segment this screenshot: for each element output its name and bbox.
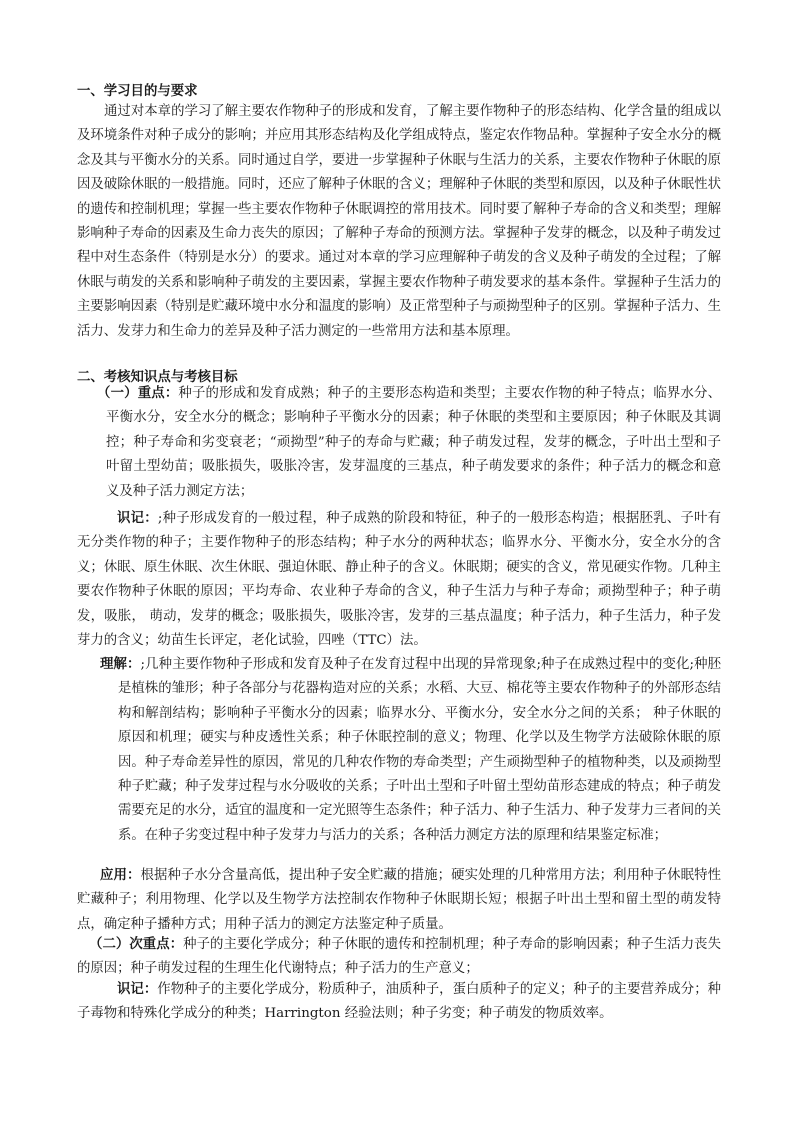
- secondary-points-label: （二）次重点：: [89, 937, 184, 952]
- apply-paragraph: [77, 864, 721, 937]
- memorize-text-2: 作物种子的主要化学成分，粉质种子，油质种子，蛋白质种子的定义；种子的主要营养成分；种子毒物和特殊化学成分的种类；Harrington 经验法则；种子劣变；种子萌发的物质效率。: [77, 982, 722, 1022]
- secondary-points-paragraph: [77, 933, 721, 982]
- memorize-label-2: 识记：: [117, 982, 158, 997]
- understand-paragraph: [100, 653, 722, 848]
- section-1-body: 通过对本章的学习了解主要农作物种子的形成和发育，了解主要作物种子的形态结构、化学含量的组成以及环境条件对种子成分的影响；并应用其形态结构及化学组成特点，鉴定农作物品种。掌握种子安全水分的概念及其与平衡水分的关系。同时通过自学，要进一步掌握种子休眠与生活力的关系，主要农作物种子休眠的原因及破除休眠的一般措施。同时，还应了解种子休眠的含义；理解种子休眠的类型和原因，以及种子休眠性状的遗传和控制机理；掌握一些主要农作物种子休眠调控的常用技术。同时要了解种子寿命的含义和类型；理解影响种子寿命的因素及生命力丧失的原因；了解种子寿命的预测方法。掌握种子发芽的概念，以及种子萌发过程中对生态条件（特别是水分）的要求。通过对本章的学习应理解种子萌发的含义及种子萌发的全过程；了解休眠与萌发的关系和影响种子萌发的主要因素，掌握主要农作物种子萌发要求的基本条件。掌握种子生活力的主要影响因素（特别是贮藏环境中水分和温度的影响）及正常型种子与顽拗型种子的区别。掌握种子活力、生活力、发芽力和生命力的差异及种子活力测定的一些常用方法和基本原理。: [77, 104, 721, 339]
- apply-text: 根据种子水分含量高低，提出种子安全贮藏的措施；硬实处理的几种常用方法；利用种子休眠特性贮藏种子；利用物理、化学以及生物学方法控制农作物种子休眠期长短；根据子叶出土型和留土型的萌发特点，确定种子播种方式；用种子活力的测定方法鉴定种子质量。: [77, 868, 722, 932]
- section-2-heading: 二、考核知识点与考核目标: [77, 370, 238, 385]
- key-points-label: （一）重点：: [97, 386, 179, 401]
- secondary-points-text: 种子的主要化学成分；种子休眠的遗传和控制机理；种子寿命的影响因素；种子生活力丧失的原因；种子萌发过程的生理生化代谢特点；种子活力的生产意义；: [77, 937, 722, 977]
- section-1-heading: 一、学习目的与要求: [77, 84, 198, 99]
- apply-label: 应用：: [100, 868, 141, 883]
- understand-label: 理解：: [100, 657, 141, 672]
- memorize-paragraph-1: [77, 507, 721, 653]
- understand-text: ;几种主要作物种子形成和发育及种子在发育过程中出现的异常现象;种子在成熟过程中的变化;种胚是植株的雏形；种子各部分与花器构造对应的关系；水稻、大豆、棉花等主要农作物种子的外部形态结构和解剖结构；影响种子平衡水分的因素；临界水分、平衡水分，安全水分之间的关系； 种子休眠的原因和机理；硬实与种皮透性关系；种子休眠控制的意义；物理、化学以及生物学方法破除休眠的原因。种子寿命差异性的原因，常见的几种农作物的寿命类型；产生顽拗型种子的植物种类，以及顽拗型种子贮藏；种子发芽过程与水分吸收的关系；子叶出土型和子叶留土型幼苗形态建成的特点；种子萌发需要充足的水分，适宜的温度和一定光照等生态条件；种子活力、种子生活力、种子发芽力三者间的关系。在种子劣变过程中种子发芽力与活力的关系；各种活力测定方法的原理和结果鉴定标准；: [118, 657, 722, 843]
- memorize-label-1: 识记：: [117, 511, 158, 526]
- memorize-text-1: ;种子形成发育的一般过程，种子成熟的阶段和特征，种子的一般形态构造；根据胚乳、子叶有无分类作物的种子；主要作物种子的形态结构；种子水分的两种状态；临界水分、平衡水分，安全水分的含义；休眠、原生休眠、次生休眠、强迫休眠、静止种子的含义。休眠期；硬实的含义，常见硬实作物。几种主要农作物种子休眠的原因；平均寿命、农业种子寿命的含义，种子生活力与种子寿命；顽拗型种子；种子萌发，吸胀， 萌动，发芽的概念；吸胀损失，吸胀冷害，发芽的三基点温度；种子活力，种子生活力，种子发芽力的含义；幼苗生长评定，老化试验，四唑（TTC）法。: [77, 511, 721, 649]
- memorize-paragraph-2: [77, 978, 721, 1027]
- key-points-text: 种子的形成和发育成熟；种子的主要形态构造和类型；主要农作物的种子特点；临界水分、平衡水分，安全水分的概念；影响种子平衡水分的因素；种子休眠的类型和主要原因；种子休眠及其调控；种子寿命和劣变衰老；“顽拗型”种子的寿命与贮藏；种子萌发过程，发芽的概念，子叶出土型和子叶留土型幼苗；吸胀损失，吸胀冷害，发芽温度的三基点，种子萌发要求的条件；种子活力的概念和意义及种子活力测定方法；: [106, 386, 722, 499]
- key-points-paragraph: [97, 382, 722, 504]
